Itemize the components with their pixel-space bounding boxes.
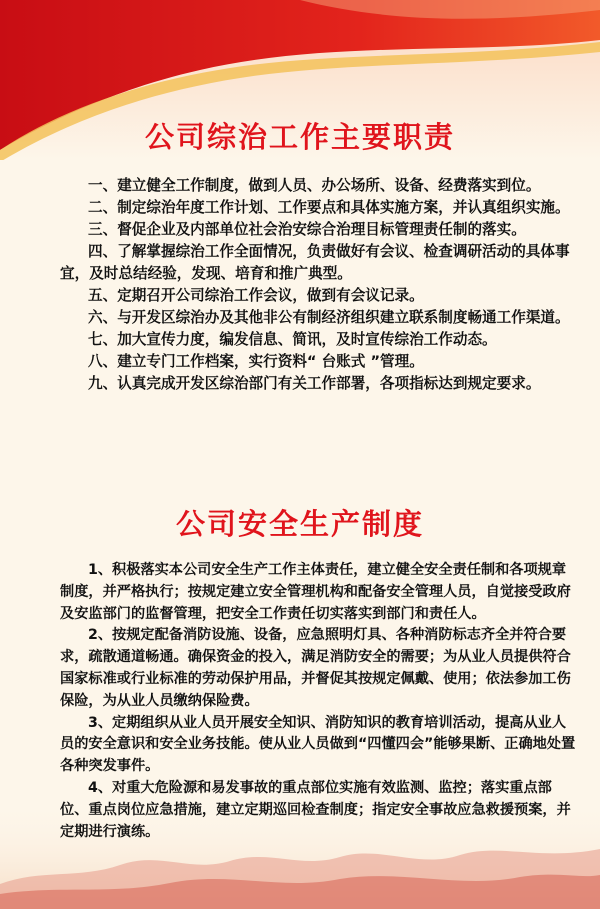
duty-item: 二、制定综治年度工作计划、工作要点和具体实施方案，并认真组织实施。 (88, 199, 570, 216)
governance-duties-list (60, 175, 570, 395)
duty-item: 四、了解掌握综治工作全面情况，负责做好有会议、检查调研活动的具体事宜，及时总结经验，发现、培育和推广典型。 (60, 243, 570, 282)
duty-item: 六、与开发区综治办及其他非公有制经济组织建立联系制度畅通工作渠道。 (88, 309, 570, 326)
rule-item: 2、按规定配备消防设施、设备，应急照明灯具、各种消防标志齐全并符合要求，疏散通道畅通。确保资金的投入，满足消防安全的需要；为从业人员提供符合国家标准或行业标准的劳动保护用品，并督促其按规定佩戴、使用；依法参加工伤保险，为从业人员缴纳保险费。 (60, 627, 571, 709)
rule-item: 1、积极落实本公司安全生产工作主体责任，建立健全安全责任制和各项规章制度，并严格执行；按规定建立安全管理机构和配备安全管理人员，自觉接受政府及安监部门的监督管理，把安全工作责任切实落实到部门和责任人。 (60, 562, 571, 622)
duty-item: 一、建立健全工作制度，做到人员、办公场所、设备、经费落实到位。 (88, 177, 541, 194)
duty-item: 九、认真完成开发区综治部门有关工作部署，各项指标达到规定要求。 (88, 375, 541, 392)
title-safety-production: 公司安全生产制度 (175, 507, 424, 541)
title-comprehensive-governance: 公司综治工作主要职责 (144, 120, 455, 154)
rule-item: 3、定期组织从业人员开展安全知识、消防知识的教育培训活动，提高从业人员的安全意识和安全业务技能。使从业人员做到“四懂四会”能够果断、正确地处置各种突发事件。 (60, 714, 576, 775)
duty-item: 五、定期召开公司综治工作会议，做到有会议记录。 (88, 287, 424, 304)
duty-item: 七、加大宣传力度，编发信息、简讯，及时宣传综治工作动态。 (88, 331, 497, 348)
rule-item: 4、对重大危险源和易发事故的重点部位实施有效监测、监控；落实重点部位、重点岗位应急措施，建立定期巡回检查制度；指定安全事故应急救援预案，并定期进行演练。 (60, 779, 571, 840)
duty-item: 三、督促企业及内部单位社会治安综合治理目标管理责任制的落实。 (88, 221, 526, 238)
duty-item: 八、建立专门工作档案，实行资料“ 台账式 ”管理。 (88, 353, 424, 370)
safety-rules-list (60, 560, 580, 843)
